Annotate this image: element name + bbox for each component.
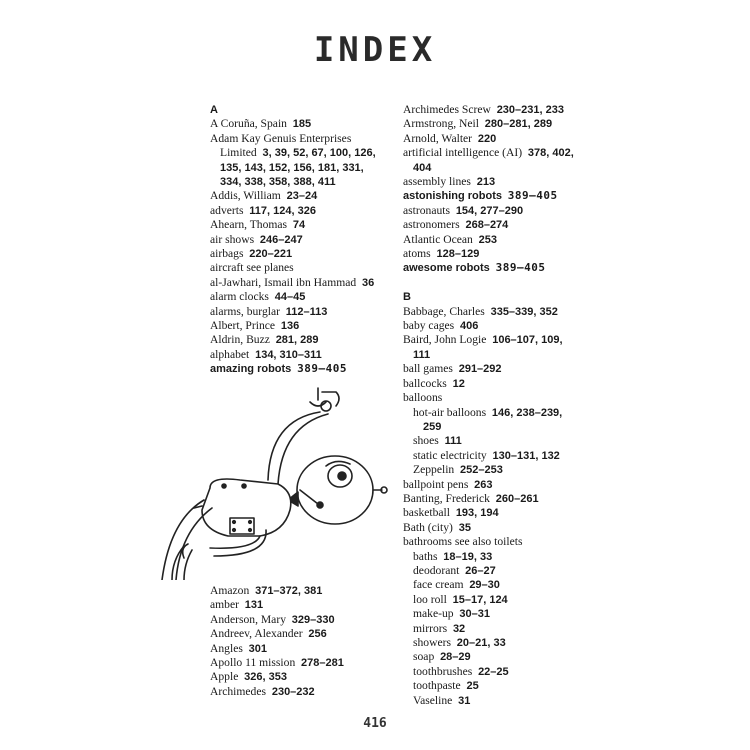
entry-term: Atlantic Ocean [403, 232, 473, 246]
entry-term: soap [413, 650, 435, 664]
entry-term: Vaseline [413, 693, 453, 707]
index-entry [210, 627, 380, 641]
index-entry [403, 391, 578, 405]
index-entry [403, 305, 578, 319]
entry-term: atoms [403, 247, 431, 261]
index-entry [210, 584, 380, 598]
entry-pages: 371–372, 381 [255, 585, 323, 597]
entry-pages: 193, 194 [455, 507, 499, 520]
entry-term: hot-air balloons [413, 405, 487, 419]
index-entry [403, 261, 578, 275]
index-column-left-top [210, 103, 380, 377]
entry-term: Archimedes Screw [403, 103, 491, 116]
section-spacer [403, 276, 578, 290]
section-letter: A [210, 104, 218, 116]
entry-pages: 220 [477, 132, 497, 145]
entry-term: alphabet [210, 347, 250, 361]
entry-term: Arnold, Walter [403, 131, 473, 145]
entry-term: showers [413, 636, 451, 649]
entry-term: Anderson, Mary [210, 612, 286, 626]
entry-term: Bath (city) [403, 520, 453, 534]
entry-pages: 253 [478, 233, 498, 246]
index-entry [210, 685, 380, 699]
entry-term: artificial intelligence (AI) [403, 146, 523, 160]
entry-term: amber [210, 598, 239, 612]
entry-term: awesome robots [403, 262, 490, 275]
entry-term: adverts [210, 203, 244, 217]
entry-pages: 36 [361, 276, 375, 289]
entry-pages: 25 [466, 680, 479, 693]
entry-pages: 301 [248, 642, 268, 655]
entry-pages: 117, 124, 326 [249, 204, 316, 217]
entry-pages: 35 [458, 521, 471, 534]
entry-term: Baird, John Logie [403, 333, 487, 347]
entry-pages: 146, 238–239, 259 [423, 406, 563, 433]
section-letter: B [403, 291, 411, 304]
index-entry [210, 189, 380, 203]
entry-pages: 213 [476, 176, 496, 189]
entry-term: Ahearn, Thomas [210, 218, 288, 232]
entry-pages: 406 [459, 320, 479, 333]
entry-pages: 106–107, 109, 111 [413, 334, 563, 361]
index-entry [403, 319, 578, 333]
index-entry [210, 670, 380, 684]
index-entry [403, 362, 578, 376]
index-entry [403, 103, 578, 117]
entry-pages: 263 [474, 478, 493, 491]
entry-pages: 220–221 [249, 248, 293, 261]
entry-pages: 22–25 [478, 665, 509, 678]
index-entry [210, 348, 380, 362]
index-entry [403, 189, 578, 203]
index-entry [403, 146, 578, 175]
entry-term: astonishing robots [403, 190, 502, 203]
entry-pages: 291–292 [458, 363, 502, 376]
index-entry [210, 333, 380, 347]
index-entry [210, 656, 380, 670]
index-subentry [403, 622, 578, 636]
entry-term: Albert, Prince [210, 319, 276, 333]
entry-term: Apple [210, 670, 239, 684]
index-entry [403, 333, 578, 362]
entry-pages: 134, 310–311 [255, 348, 322, 361]
index-entry [403, 218, 578, 232]
index-column-right [403, 103, 578, 708]
entry-pages: 268–274 [465, 219, 509, 232]
entry-pages: 32 [452, 622, 466, 635]
index-entry [403, 377, 578, 391]
entry-term: Armstrong, Neil [403, 117, 479, 131]
index-entry [403, 506, 578, 520]
index-entry [403, 117, 578, 131]
entry-pages: 281, 289 [275, 334, 319, 347]
entry-pages: 29–30 [469, 579, 500, 592]
entry-term: toothpaste [413, 679, 461, 693]
index-entry [210, 642, 380, 656]
entry-pages: 44–45 [274, 291, 306, 304]
index-entry [210, 362, 380, 376]
entry-term: airbags [210, 247, 244, 261]
page-number: 416 [363, 716, 387, 731]
entry-term: static electricity [413, 448, 487, 462]
entry-term: shoes [413, 434, 439, 448]
index-entry [210, 319, 380, 333]
index-subentry [403, 463, 578, 477]
entry-term: al-Jawhari, Ismail ibn Hammad [210, 275, 357, 289]
entry-pages: 112–113 [285, 305, 328, 318]
index-subentry [403, 550, 578, 564]
index-subentry [403, 578, 578, 592]
entry-term: astronauts [403, 203, 451, 217]
entry-pages: 280–281, 289 [484, 118, 553, 131]
entry-pages: 260–261 [495, 492, 539, 505]
entry-pages: 28–29 [440, 651, 471, 664]
index-column-left-bottom [210, 584, 380, 699]
entry-term: Babbage, Charles [403, 304, 485, 318]
entry-term: Zeppelin [413, 463, 455, 477]
entry-term: baths [413, 549, 438, 563]
entry-term: assembly lines [403, 175, 471, 189]
index-entry [403, 521, 578, 535]
entry-pages: 130–131, 132 [492, 449, 560, 462]
entry-pages: 278–281 [301, 657, 344, 670]
entry-term: Adam Kay Genuis Enterprises Limited [210, 131, 352, 160]
entry-pages: 329–330 [291, 613, 335, 626]
entry-term: alarm clocks [210, 290, 269, 304]
entry-term: amazing robots [210, 363, 292, 376]
index-entry [210, 290, 380, 304]
page-title: INDEX [313, 30, 437, 70]
index-entry [210, 204, 380, 218]
entry-term: ballpoint pens [403, 477, 469, 491]
index-entry [210, 132, 380, 190]
index-subentry [403, 650, 578, 664]
index-entry [403, 478, 578, 492]
entry-pages: 246–247 [259, 233, 303, 246]
entry-pages: 335–339, 352 [490, 305, 558, 318]
entry-pages: 136 [280, 320, 300, 333]
index-entry [210, 613, 380, 627]
entry-pages: 185 [292, 118, 312, 131]
entry-term: Archimedes [210, 684, 267, 698]
entry-term: Aldrin, Buzz [210, 333, 270, 347]
index-entry [210, 218, 380, 232]
entry-term: air shows [210, 232, 255, 246]
index-entry [210, 261, 380, 275]
entry-term: astronomers [403, 218, 460, 232]
index-subentry [403, 665, 578, 679]
index-entry [210, 598, 380, 612]
index-entry [403, 535, 578, 549]
entry-pages: 18–19, 33 [443, 550, 493, 563]
entry-pages: 131 [244, 599, 264, 612]
entry-term: loo roll [413, 592, 447, 606]
index-subentry [403, 406, 578, 435]
index-entry [210, 233, 380, 247]
index-subentry [403, 694, 578, 708]
index-entry [210, 247, 380, 261]
index-subentry [403, 679, 578, 693]
entry-pages: 230–232 [271, 685, 315, 698]
entry-pages: 326, 353 [244, 671, 287, 684]
entry-term: ballcocks [403, 376, 447, 390]
index-entry [403, 132, 578, 146]
entry-pages: 15–17, 124 [452, 593, 508, 606]
entry-pages: 128–129 [436, 248, 480, 261]
entry-term: Andreev, Alexander [210, 627, 303, 641]
entry-term: mirrors [413, 621, 448, 635]
index-entry [403, 492, 578, 506]
entry-term: Banting, Frederick [403, 491, 490, 505]
entry-pages: 230–231, 233 [496, 104, 564, 116]
robot-illustration [150, 380, 390, 580]
index-subentry [403, 636, 578, 650]
entry-term: Addis, William [210, 189, 281, 203]
entry-pages: 389–405 [297, 362, 347, 376]
index-subentry [403, 434, 578, 448]
index-entry [403, 175, 578, 189]
index-subentry [403, 607, 578, 621]
entry-pages: 378, 402, 404 [413, 147, 574, 174]
entry-pages: 111 [444, 435, 462, 448]
entry-pages: 31 [458, 694, 471, 707]
entry-term: basketball [403, 506, 451, 520]
entry-pages: 389–405 [495, 261, 546, 275]
index-entry [403, 233, 578, 247]
entry-pages: 389–405 [507, 189, 558, 203]
entry-pages: 252–253 [460, 464, 503, 477]
index-subentry [403, 449, 578, 463]
entry-pages: 20–21, 33 [456, 637, 506, 649]
entry-term: alarms, burglar [210, 304, 280, 318]
index-entry [210, 305, 380, 319]
entry-term: ball games [403, 362, 453, 376]
entry-term: balloons [403, 391, 443, 405]
entry-term: Apollo 11 mission [210, 656, 296, 670]
entry-pages: 26–27 [465, 564, 496, 577]
index-entry [403, 247, 578, 261]
entry-pages: 154, 277–290 [455, 204, 524, 217]
entry-pages: 256 [308, 628, 327, 641]
index-entry [210, 117, 380, 131]
entry-term: A Coruña, Spain [210, 117, 287, 131]
entry-term: aircraft see planes [210, 261, 294, 275]
index-entry [210, 276, 380, 290]
index-entry [403, 204, 578, 218]
entry-term: deodorant [413, 563, 460, 577]
entry-term: bathrooms see also toilets [403, 535, 523, 549]
entry-pages: 3, 39, 52, 67, 100, 126, 135, 143, 152, 156, 181, 331, 334, 338, 358, 388, 411 [220, 147, 376, 189]
entry-term: face cream [413, 578, 464, 592]
entry-pages: 30–31 [459, 608, 490, 621]
entry-pages: 23–24 [286, 190, 318, 203]
entry-term: Angles [210, 641, 243, 655]
entry-term: toothbrushes [413, 664, 473, 678]
entry-pages: 74 [292, 219, 306, 232]
entry-term: Amazon [210, 584, 250, 597]
entry-term: baby cages [403, 319, 455, 333]
entry-term: make-up [413, 607, 454, 621]
index-subentry [403, 593, 578, 607]
index-subentry [403, 564, 578, 578]
entry-pages: 12 [452, 377, 465, 390]
